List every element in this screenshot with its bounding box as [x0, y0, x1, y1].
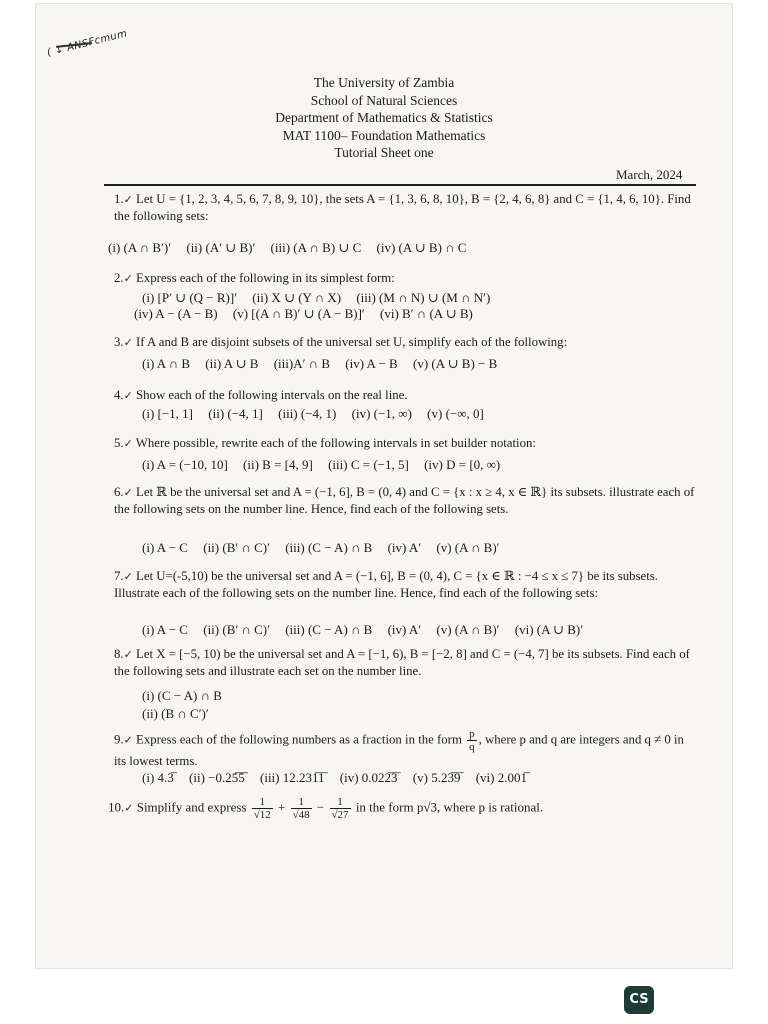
department-name: Department of Mathematics & Statistics [275, 110, 493, 125]
question-part: (v) (A ∩ B)′ [436, 622, 500, 637]
question-part: (ii) (B′ ∩ C)′ [203, 540, 270, 555]
question-text: Let ℝ be the universal set and A = (−1, 6], B = (0, 4) and C = {x : x ≥ 4, x ∈ ℝ} its subsets. illustrate each of the following sets on the number line. Hence, find each of the following sets. [114, 485, 695, 516]
question-5: 5.✓ Where possible, rewrite each of the following intervals in set builder notation: [114, 436, 536, 450]
operator-plus: + [278, 799, 286, 815]
question-part: (vi) B′ ∩ (A ∪ B) [380, 306, 473, 321]
question-part: (iv) (−1, ∞) [351, 406, 412, 421]
question-part: (v) 5.23̅9̅ [412, 770, 461, 785]
question-part: (iii) (A ∩ B) ∪ C [270, 240, 362, 255]
question-part: (ii) (−4, 1] [208, 406, 263, 421]
document-date: March, 2024 [616, 167, 683, 182]
question-6: 6.✓ Let ℝ be the universal set and A = (−1, 6], B = (0, 4) and C = {x : x ≥ 4, x ∈ ℝ} its subsets. illustrate each of the following sets on the number line. Hence, find each of the following sets. [114, 485, 695, 516]
check-icon: ✓ [123, 437, 133, 450]
question-5-parts [142, 457, 512, 473]
question-part: (v) [(A ∩ B)′ ∪ (A − B)]′ [232, 306, 365, 321]
fraction-1-over-sqrt48: $\frac{1}{√48}$ [292, 796, 310, 821]
question-6-parts [142, 540, 512, 556]
question-text: in the form p√3, where p is rational. [355, 799, 544, 815]
question-7-parts [142, 622, 595, 638]
question-7: 7.✓ Let U=(-5,10) be the universal set and A = (−1, 6], B = (0, 4), C = {x ∈ ℝ : −4 ≤ x ≤ 7} be its subsets. Illustrate each of the following sets on the number line. Hence, find each of the following sets: [114, 569, 658, 600]
question-10: 10.✓ Simplify and express $\frac{1}{√12}$ + $\frac{1}{√48}$ − $\frac{1}{√27}$ in the form p√3, where p is rational. [108, 796, 544, 821]
question-part: (iv) D = [0, ∞) [424, 457, 501, 472]
handwritten-note-top-left: ( ↓ ANSFcmum [45, 28, 129, 59]
question-part: (iv) A′ [387, 622, 422, 637]
question-part: (vi) 2.001̅ [475, 770, 527, 785]
question-1: 1.✓ Let U = {1, 2, 3, 4, 5, 6, 7, 8, 9, 10}, the sets A = {1, 3, 6, 8, 10}, B = {2, 4, 6, 8} and C = {1, 4, 6, 10}. Find the following sets: [114, 192, 691, 223]
question-part: (iv) (A ∪ B) ∩ C [376, 240, 467, 255]
question-part: (iv) 0.022̅3̅ [339, 770, 398, 785]
question-2: 2.✓ Express each of the following in its simplest form: [114, 271, 395, 285]
check-icon: ✓ [123, 272, 133, 285]
question-part: (i) (C − A) ∩ B [142, 688, 222, 703]
question-text: Simplify and express [136, 799, 247, 815]
question-text: , where p and q are integers and q ≠ 0 in its lowest terms. [114, 732, 684, 768]
question-text: Show each of the following intervals on the real line. [136, 388, 408, 402]
camscanner-logo: CS [624, 986, 654, 1014]
question-part: (iv) A − (A − B) [134, 306, 218, 321]
question-text: Let X = [−5, 10) be the universal set and A = [−1, 6), B = [−2, 8] and C = (−4, 7] be its subsets. Find each of the following sets and illustrate each set on the number line. [114, 647, 690, 678]
question-text: Let U=(-5,10) be the universal set and A = (−1, 6], B = (0, 4), C = {x ∈ ℝ : −4 ≤ x ≤ 7} be its subsets. Illustrate each of the following sets on the number line. Hence, find each of the following sets: [114, 569, 658, 600]
question-part: (vi) (A ∪ B)′ [514, 622, 584, 637]
question-9-parts [142, 770, 539, 786]
header-divider [104, 184, 696, 186]
fraction-p-over-q: $\frac{p}{q}$ [469, 728, 475, 753]
operator-minus: − [316, 799, 325, 815]
fraction-1-over-sqrt12: $\frac{1}{√12}$ [253, 796, 271, 821]
question-1-parts [108, 240, 478, 256]
question-part: (iii) (−4, 1) [278, 406, 337, 421]
question-part: (iii) 12.231̅1̅ [260, 770, 325, 785]
question-3-parts [142, 356, 509, 372]
question-part: (ii) (A′ ∪ B)′ [186, 240, 256, 255]
question-text: Express each of the following in its simplest form: [136, 271, 395, 285]
check-icon: ✓ [123, 193, 133, 206]
question-part: (iii) (M ∩ N) ∪ (M ∩ N′) [356, 290, 491, 305]
question-part: (iv) A − B [345, 356, 398, 371]
question-part: (iii) (C − A) ∩ B [285, 622, 373, 637]
check-icon: ✓ [123, 648, 133, 661]
question-2-parts-row-1 [142, 290, 502, 306]
question-part: (ii) (B ∩ C′)′ [142, 706, 209, 721]
question-part: (iii)A′ ∩ B [273, 356, 330, 371]
question-3: 3.✓ If A and B are disjoint subsets of the universal set U, simplify each of the following: [114, 335, 568, 349]
check-icon: ✓ [123, 486, 133, 499]
school-name: School of Natural Sciences [310, 92, 458, 108]
question-part: (iii) (C − A) ∩ B [285, 540, 373, 555]
question-part: (ii) X ∪ (Y ∩ X) [252, 290, 342, 305]
check-icon: ✓ [123, 389, 133, 402]
question-text: Let U = {1, 2, 3, 4, 5, 6, 7, 8, 9, 10}, the sets A = {1, 3, 6, 8, 10}, B = {2, 4, 6, 8} and C = {1, 4, 6, 10}. Find the following sets: [114, 192, 691, 223]
question-8: 8.✓ Let X = [−5, 10) be the universal set and A = [−1, 6), B = [−2, 8] and C = (−4, 7] be its subsets. Find each of the following sets and illustrate each set on the number line. [114, 647, 690, 678]
check-icon: ✓ [123, 733, 133, 747]
question-part: (i) A − C [142, 540, 188, 555]
question-part: (i) [P′ ∪ (Q − R)]′ [142, 290, 238, 305]
document-header [36, 74, 732, 162]
question-part: (i) (A ∩ B′)′ [108, 240, 172, 255]
question-part: (i) 4.3̅ [142, 770, 174, 785]
tutorial-sheet-page [36, 4, 732, 968]
question-9: 9.✓ Express each of the following numbers as a fraction in the form $\frac{p}{q}$ , where p and q are integers and q ≠ 0 in its lowest terms. [114, 728, 684, 768]
question-text: If A and B are disjoint subsets of the universal set U, simplify each of the following: [136, 335, 568, 349]
question-text: Express each of the following numbers as a fraction in the form [136, 732, 462, 747]
university-name: The University of Zambia [313, 75, 455, 90]
question-8-part-i [142, 688, 234, 704]
check-icon: ✓ [123, 570, 133, 583]
fraction-1-over-sqrt27: $\frac{1}{√27}$ [331, 796, 349, 821]
question-4-parts [142, 406, 496, 422]
question-part: (v) (A ∪ B) − B [412, 356, 498, 371]
question-text: Where possible, rewrite each of the following intervals in set builder notation: [135, 436, 536, 450]
question-part: (ii) (B′ ∩ C)′ [203, 622, 270, 637]
check-icon: ✓ [123, 336, 133, 349]
question-part: (i) A = (−10, 10] [142, 457, 228, 472]
question-part: (ii) −0.25̅5̅ [189, 770, 245, 785]
question-part: (i) [−1, 1] [142, 406, 194, 421]
question-part: (iv) A′ [387, 540, 422, 555]
sheet-title: Tutorial Sheet one [334, 145, 434, 160]
question-part: (ii) B = [4, 9] [243, 457, 313, 472]
question-part: (i) A ∩ B [142, 356, 191, 371]
question-part: (iii) C = (−1, 5] [328, 457, 409, 472]
question-2-parts-row-2 [134, 306, 485, 322]
question-part: (v) (−∞, 0] [427, 406, 484, 421]
question-8-part-ii [142, 706, 221, 722]
question-part: (ii) A ∪ B [205, 356, 259, 371]
question-part: (v) (A ∩ B)′ [436, 540, 500, 555]
question-4: 4.✓ Show each of the following intervals on the real line. [114, 388, 408, 402]
check-icon: ✓ [124, 801, 134, 815]
question-part: (i) A − C [142, 622, 188, 637]
course-title: MAT 1100– Foundation Mathematics [282, 127, 486, 143]
